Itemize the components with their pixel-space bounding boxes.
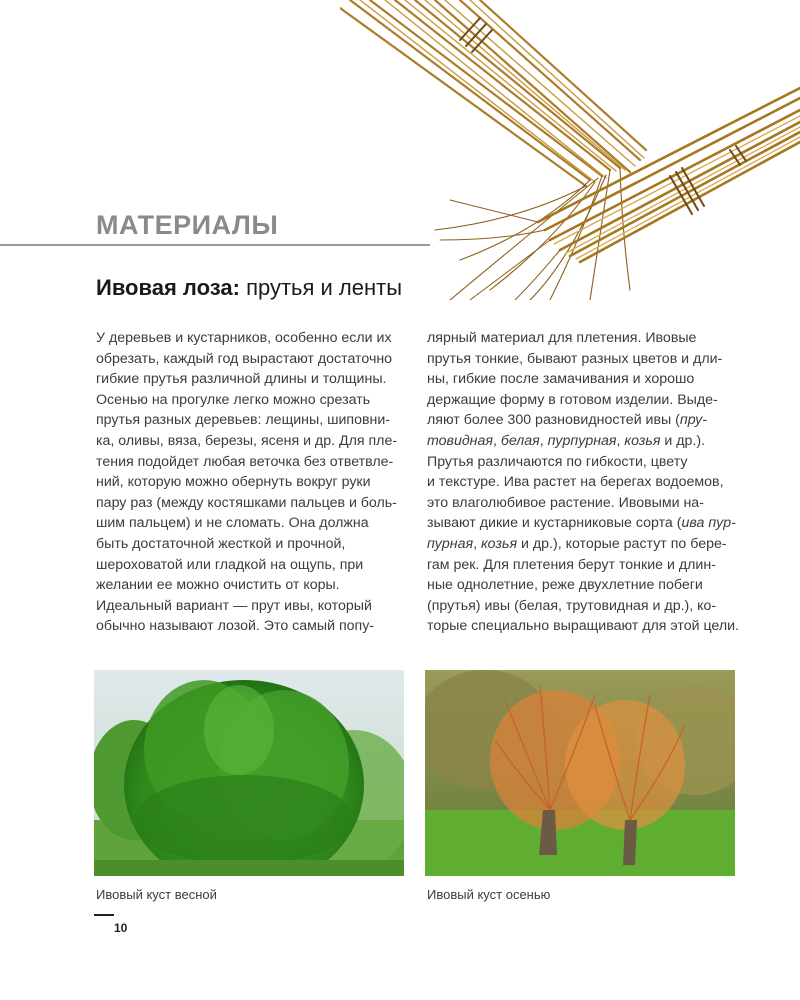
text-line: Идеальный вариант — прут ивы, который: [96, 597, 372, 614]
section-title: МАТЕРИАЛЫ: [96, 210, 279, 240]
heading-rest: прутья и ленты: [239, 275, 403, 300]
text-line: желании ее можно очистить от коры.: [96, 577, 340, 594]
text-line: ка, оливы, вяза, березы, ясеня и др. Для пле-: [96, 432, 398, 449]
text-segment: ,: [616, 432, 625, 449]
text-line: (прутья) ивы (белая, трутовидная и др.), ко-: [427, 597, 717, 614]
page-number-bar: [94, 914, 114, 916]
text-segment: зывают дикие и кустарниковые сорта (: [427, 515, 682, 532]
text-line: ны, гибкие после замачивания и хорошо: [427, 371, 695, 388]
text-line: обрезать, каждый год вырастают достаточно: [96, 350, 393, 367]
text-segment: ,: [492, 432, 501, 449]
text-line: торые специально выращивают для этой цели.: [427, 618, 739, 635]
text-line: гибкие прутья различной длины и толщины.: [96, 371, 387, 388]
text-line: это влаголюбивое растение. Ивовыми на-: [427, 494, 704, 511]
text-line: У деревьев и кустарников, особенно если их: [96, 330, 392, 346]
text-line: шероховатой или гладкой на ощупь, при: [96, 556, 364, 573]
caption-autumn: Ивовый куст осенью: [427, 887, 551, 902]
section-divider: [0, 244, 430, 246]
italic-term: товидная: [427, 432, 493, 449]
autumn-willow-photo: [425, 670, 735, 876]
text-line: шим пальцем) и не сломать. Она должна: [96, 515, 369, 532]
text-line: [427, 431, 739, 452]
text-line: прутья тонкие, бывают разных цветов и дли-: [427, 350, 723, 367]
text-segment: ,: [473, 535, 481, 552]
text-line: держащие форму в готовом изделии. Выде-: [427, 391, 718, 408]
italic-term: козья: [480, 535, 518, 552]
heading-bold: Ивовая лоза:: [96, 275, 240, 300]
italic-term: пурпурная: [547, 432, 617, 449]
left-column-text: [96, 328, 402, 637]
article-heading: [96, 275, 402, 301]
text-segment: ляют более 300 разновидностей ивы (: [427, 412, 680, 429]
text-segment: ,: [539, 432, 548, 449]
italic-term: козья: [624, 432, 661, 449]
spring-willow-photo: [94, 670, 404, 876]
text-line: [427, 410, 739, 431]
page-number: 10: [114, 921, 128, 935]
italic-term: пурная: [427, 535, 474, 552]
caption-spring: Ивовый куст весной: [96, 887, 217, 902]
text-segment: и др.), которые растут по бере-: [517, 535, 727, 552]
text-line: [427, 513, 739, 534]
right-column-text: [427, 328, 739, 637]
text-line: быть достаточной жесткой и прочной,: [96, 535, 346, 552]
text-line: лярный материал для плетения. Ивовые: [427, 330, 697, 346]
willow-bundles-image: [340, 0, 800, 300]
text-line: прутья разных деревьев: лещины, шиповни-: [96, 412, 390, 429]
italic-term: белая: [500, 432, 540, 449]
text-line: Осенью на прогулке легко можно срезать: [96, 391, 371, 408]
text-line: ний, которую можно обернуть вокруг руки: [96, 474, 371, 491]
text-line: гам рек. Для плетения берут тонкие и длин-: [427, 556, 716, 573]
text-line: тения подойдет любая веточка без ответвле-: [96, 453, 394, 470]
text-segment: и др.).: [660, 432, 706, 449]
text-line: ные однолетние, реже двухлетние побеги: [427, 577, 703, 594]
text-line: обычно называют лозой. Это самый попу-: [96, 618, 375, 635]
italic-term: пру-: [679, 412, 707, 429]
text-line: и текстуре. Ива растет на берегах водоемов,: [427, 474, 724, 491]
italic-term: ива пур-: [681, 515, 736, 532]
text-line: Прутья различаются по гибкости, цвету: [427, 453, 688, 470]
text-line: [427, 534, 739, 555]
text-line: пару раз (между костяшками пальцев и боль-: [96, 494, 397, 511]
